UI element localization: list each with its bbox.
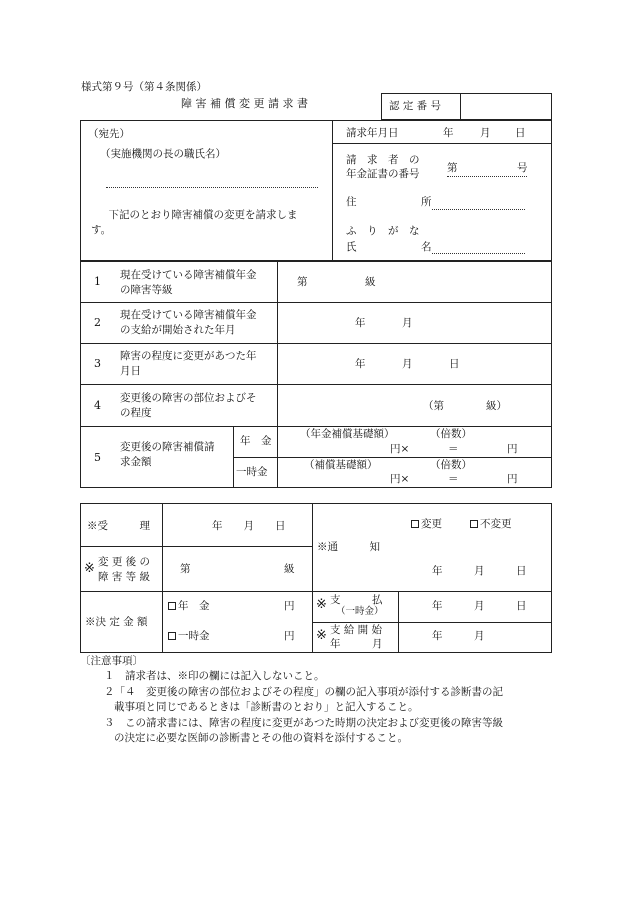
- office-grade-dai: 第: [180, 563, 191, 575]
- shiharai-date[interactable]: 年 月 日: [432, 600, 527, 612]
- nenkin-label: 年 金: [240, 435, 272, 447]
- row-3-label-1: 障害の程度に変更があつた年: [120, 350, 257, 362]
- row-3-label-2: 月日: [120, 365, 141, 377]
- request-date-month[interactable]: 月: [480, 127, 491, 139]
- furigana-label: ふ り が な: [346, 225, 420, 237]
- uketori-date[interactable]: 年 月 日: [212, 520, 286, 532]
- tsuchi-label: ※通 知: [317, 541, 380, 553]
- cert-dai: 第: [447, 162, 458, 174]
- shiharai-label-1: 支 払: [330, 594, 383, 606]
- name-label-b: 名: [421, 241, 432, 253]
- start-month[interactable]: 月: [402, 317, 413, 329]
- ichijikin-equals[interactable]: ＝: [448, 473, 459, 485]
- row-1-label-2: の障害等級: [120, 284, 173, 296]
- row-4-label-2: の程度: [120, 407, 152, 419]
- office-grade-kyu[interactable]: 級: [284, 563, 295, 575]
- opt-nenkin-label: 年 金: [178, 600, 210, 612]
- nenkin-equals[interactable]: ＝: [448, 443, 459, 455]
- row-2-label-1: 現在受けている障害補償年金: [120, 309, 257, 321]
- start-year[interactable]: 年: [355, 317, 366, 329]
- kettei-label: ※決 定 金 額: [85, 616, 148, 628]
- ichijikin-en[interactable]: 円: [507, 473, 518, 485]
- row-5-label-1: 変更後の障害補償請: [120, 441, 215, 453]
- request-text-1: 下記のとおり障害補償の変更を請求しま: [98, 209, 298, 221]
- note-2a: ２「４ 変更後の障害の部位およびその程度」の欄の記入事項が添付する診断書の記: [104, 686, 503, 698]
- form-label: 様式第９号（第４条関係）: [81, 81, 207, 93]
- grade-dai: 第: [297, 276, 308, 288]
- checkbox-icon[interactable]: [168, 602, 176, 610]
- form-title: 障 害 補 償 変 更 請 求 書: [181, 97, 308, 110]
- tsuchi-date[interactable]: 年 月 日: [432, 565, 527, 577]
- note-3a: ３ この請求書には、障害の程度に変更があつた時期の決定および変更後の障害等級: [104, 717, 503, 729]
- note-1: １ 請求者は、※印の欄には記入しないこと。: [104, 670, 325, 682]
- henkougo-asterisk: ※: [84, 561, 95, 576]
- checkbox-icon[interactable]: [411, 520, 419, 528]
- kyufu-asterisk: ※: [316, 628, 327, 643]
- address-line[interactable]: [432, 209, 525, 210]
- ichijikin-en-x[interactable]: 円×: [390, 473, 410, 485]
- row-3-number: 3: [94, 357, 101, 370]
- shiharai-label-2: （一時金）: [336, 606, 384, 617]
- cert-number-label: 認 定 番 号: [389, 100, 442, 112]
- henkou-option[interactable]: [411, 518, 442, 530]
- atesaki-label: （宛先）: [88, 128, 130, 140]
- address-label-a: 住: [346, 196, 357, 208]
- note-3b: の決定に必要な医師の診断書とその他の資料を添付すること。: [114, 732, 408, 744]
- checkbox-icon[interactable]: [168, 632, 176, 640]
- change-day[interactable]: 日: [449, 358, 460, 370]
- fuhenkou-option[interactable]: [470, 518, 512, 530]
- kyufu-date[interactable]: 年 月: [432, 630, 485, 642]
- nenkin-base-label: （年金補償基礎額）: [300, 428, 395, 440]
- nenkin-en[interactable]: 円: [507, 443, 518, 455]
- cert-go: 号: [517, 162, 528, 174]
- address-claimant-block: [80, 120, 552, 261]
- row-4-number: 4: [94, 399, 101, 412]
- checkbox-icon[interactable]: [470, 520, 478, 528]
- hosho-base-label: （補償基礎額）: [304, 459, 378, 471]
- kyufu-label-2: 年 月: [330, 638, 383, 650]
- row-2-label-2: の支給が開始された年月: [120, 324, 236, 336]
- grade-input[interactable]: [310, 289, 360, 290]
- row-1-label-1: 現在受けている障害補償年金: [120, 269, 257, 281]
- opt-nenkin-en[interactable]: 円: [284, 600, 295, 612]
- request-date-label: 請求年月日: [346, 127, 399, 139]
- shiharai-asterisk: ※: [316, 597, 327, 612]
- name-line[interactable]: [432, 253, 525, 254]
- official-title: （実施機関の長の職氏名）: [100, 148, 226, 160]
- request-text-2: す。: [91, 224, 112, 236]
- henkougo-label-2: 障 害 等 級: [98, 571, 151, 583]
- row-4-label-1: 変更後の障害の部位およびそ: [120, 392, 257, 404]
- opt-ichijikin[interactable]: [168, 630, 210, 642]
- name-label-a: 氏: [346, 241, 357, 253]
- address-label-b: 所: [421, 196, 432, 208]
- ichijikin-label: 一時金: [236, 466, 268, 478]
- row-1-number: 1: [94, 275, 101, 288]
- new-grade-paren[interactable]: （第 級）: [423, 400, 507, 412]
- change-year[interactable]: 年: [355, 358, 366, 370]
- opt-nenkin[interactable]: [168, 600, 210, 612]
- request-date-year[interactable]: 年: [443, 127, 454, 139]
- uketori-label: ※受 理: [87, 520, 150, 532]
- row-5-label-2: 求金額: [120, 456, 152, 468]
- nenkin-en-x[interactable]: 円×: [390, 443, 410, 455]
- official-name-line[interactable]: [106, 187, 318, 188]
- henkou-label: 変更: [421, 518, 442, 530]
- grade-kyu: 級: [365, 276, 376, 288]
- notes-title: 〔注意事項〕: [80, 655, 143, 667]
- row-5-number: 5: [94, 451, 101, 464]
- row-2-number: 2: [94, 316, 101, 329]
- claimant-label-2: 年金証書の番号: [346, 168, 420, 180]
- opt-ichijikin-label: 一時金: [178, 630, 210, 642]
- kyufu-label-1: 支 給 開 始: [330, 624, 383, 636]
- cert-number-line[interactable]: [447, 176, 527, 177]
- change-month[interactable]: 月: [402, 358, 413, 370]
- fuhenkou-label: 不変更: [480, 518, 512, 530]
- nenkin-baisu: （倍数）: [430, 428, 472, 440]
- henkougo-label-1: 変 更 後 の: [98, 556, 151, 568]
- note-2b: 載事項と同じであるときは「診断書のとおり」と記入すること。: [114, 701, 419, 713]
- request-date-day[interactable]: 日: [515, 127, 526, 139]
- opt-ichijikin-en[interactable]: 円: [284, 630, 295, 642]
- ichijikin-baisu: （倍数）: [430, 459, 472, 471]
- claimant-label-1: 請 求 者 の: [346, 154, 420, 166]
